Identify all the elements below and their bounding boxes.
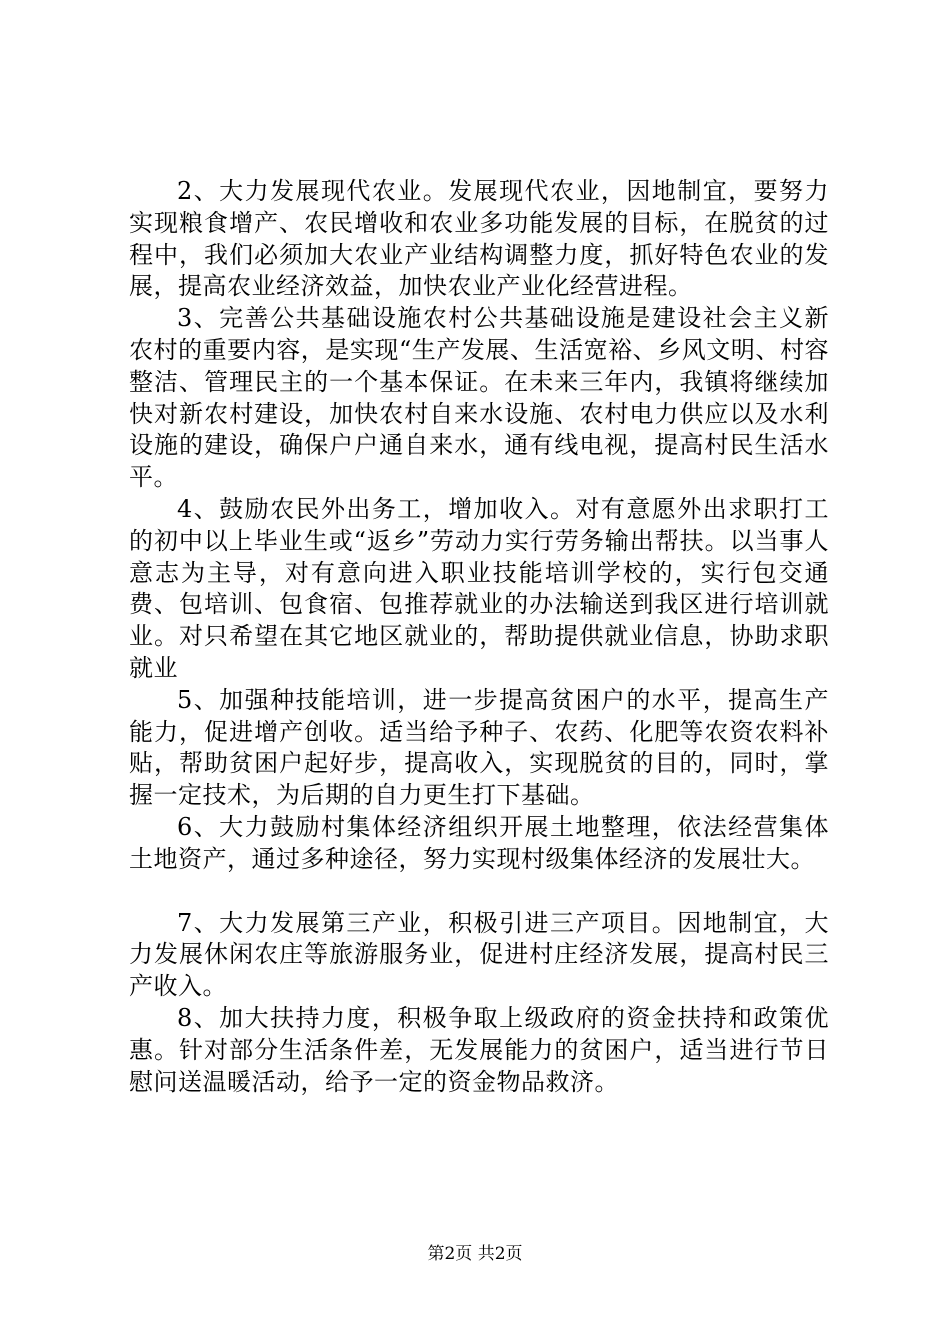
paragraph-item-3: 3、完善公共基础设施农村公共基础设施是建设社会主义新农村的重要内容，是实现“生产发展、生活宽裕、乡风文明、村容整洁、管理民主的一个基本保证。在未来三年内，我镇将继续加快对新农村建设，加快农村自来水设施、农村电力供应以及水利设施的建设，确保户户通自来水，通有线电视，提高村民生活水平。 xyxy=(129,304,829,492)
paragraph-item-2: 2、大力发展现代农业。发展现代农业，因地制宜，要努力实现粮食增产、农民增收和农业多功能发展的目标，在脱贫的过程中，我们必须加大农业产业结构调整力度，抓好特色农业的发展，提高农业经济效益，加快农业产业化经营进程。 xyxy=(129,177,829,301)
paragraph-item-8: 8、加大扶持力度，积极争取上级政府的资金扶持和政策优惠。针对部分生活条件差，无发展能力的贫困户，适当进行节日慰问送温暖活动，给予一定的资金物品救济。 xyxy=(129,1003,829,1096)
paragraph-item-5: 5、加强种技能培训，进一步提高贫困户的水平，提高生产能力，促进增产创收。适当给予种子、农药、化肥等农资农料补贴，帮助贫困户起好步，提高收入，实现脱贫的目的，同时，掌握一定技术，为后期的自力更生打下基础。 xyxy=(129,685,829,810)
paragraph-item-6: 6、大力鼓励村集体经济组织开展土地整理，依法经营集体土地资产，通过多种途径，努力实现村级集体经济的发展壮大。 xyxy=(129,812,829,873)
paragraph-item-4: 4、鼓励农民外出务工，增加收入。对有意愿外出求职打工的初中以上毕业生或“返乡”劳动力实行劳务输出帮扶。以当事人意志为主导，对有意向进入职业技能培训学校的，实行包交通费、包培训、包食宿、包推荐就业的办法输送到我区进行培训就业。对只希望在其它地区就业的，帮助提供就业信息，协助求职就业 xyxy=(129,494,829,682)
page-footer: 第2页 共2页 xyxy=(427,1244,523,1264)
document-body xyxy=(129,176,829,1098)
paragraph-item-7: 7、大力发展第三产业，积极引进三产项目。因地制宜，大力发展休闲农庄等旅游服务业，促进村庄经济发展，提高村民三产收入。 xyxy=(129,908,829,1001)
